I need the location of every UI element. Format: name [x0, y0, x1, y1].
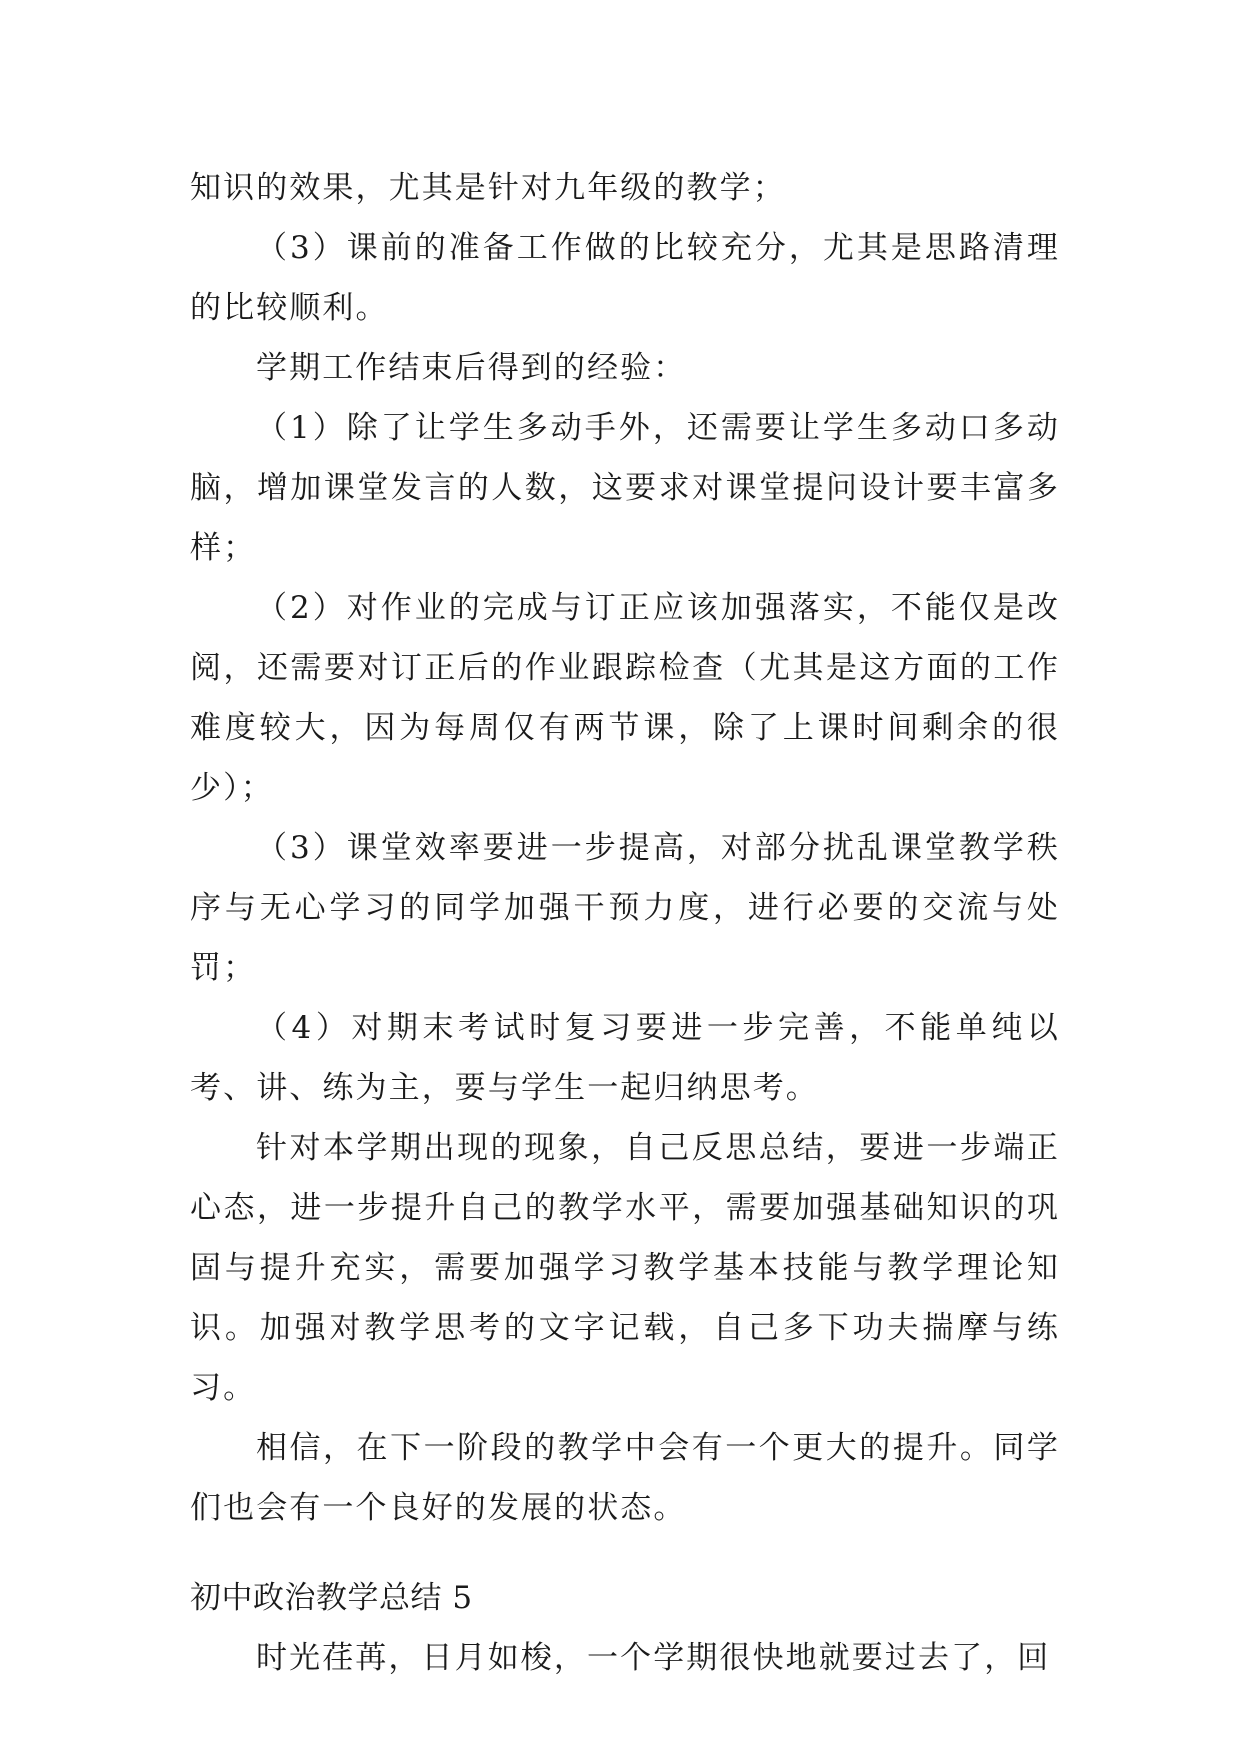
paragraph-1: 知识的效果，尤其是针对九年级的教学；	[190, 170, 786, 206]
paragraph-8: 针对本学期出现的现象，自己反思总结，要进一步端正心态，进一步提升自己的教学水平，需要加强基础知识的巩固与提升充实，需要加强学习教学基本技能与教学理论知识。加强对教学思考的文字记载，自己多下功夫揣摩与练习。	[190, 1130, 1060, 1406]
final-paragraph: 时光荏苒，日月如梭，一个学期很快地就要过去了，回	[256, 1640, 1051, 1676]
document-body	[190, 158, 1060, 1688]
paragraph-9: 相信，在下一阶段的教学中会有一个更大的提升。同学们也会有一个良好的发展的状态。	[190, 1430, 1060, 1526]
paragraph-7: （4）对期末考试时复习要进一步完善，不能单纯以考、讲、练为主，要与学生一起归纳思考。	[190, 1010, 1060, 1106]
paragraph-6: （3）课堂效率要进一步提高，对部分扰乱课堂教学秩序与无心学习的同学加强干预力度，进行必要的交流与处罚；	[190, 830, 1060, 986]
paragraph-5: （2）对作业的完成与订正应该加强落实，不能仅是改阅，还需要对订正后的作业跟踪检查（尤其是这方面的工作难度较大，因为每周仅有两节课，除了上课时间剩余的很少）；	[190, 590, 1060, 806]
paragraph-4: （1）除了让学生多动手外，还需要让学生多动口多动脑，增加课堂发言的人数，这要求对课堂提问设计要丰富多样；	[190, 410, 1060, 566]
section-heading: 初中政治教学总结 5	[190, 1580, 473, 1616]
paragraph-3: 学期工作结束后得到的经验：	[256, 350, 687, 386]
paragraph-2: （3）课前的准备工作做的比较充分，尤其是思路清理的比较顺利。	[190, 230, 1060, 326]
